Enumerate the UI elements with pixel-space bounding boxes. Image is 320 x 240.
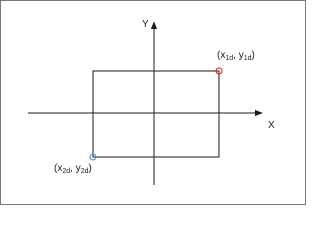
corner-bottom-left-y-symbol: y	[75, 163, 81, 174]
corner-bottom-left-x-symbol: x	[57, 163, 63, 174]
corner-top-right-y-symbol: y	[238, 50, 244, 61]
corner-bottom-left-x-subscript: 2d	[62, 168, 71, 175]
outer-frame	[1, 1, 306, 205]
corner-top-right-x-subscript: 1d	[225, 55, 234, 62]
corner-top-right-label: ($x_{1d}$, $y_{1d}$)	[217, 50, 255, 62]
corner-top-right-x-symbol: x	[220, 50, 226, 61]
x-axis-label: X	[268, 120, 275, 131]
bounding-rectangle	[93, 71, 219, 157]
corner-bottom-left-label: ($x_{2d}$, $y_{2d}$)	[54, 163, 92, 175]
y-axis-label: Y	[142, 19, 149, 30]
corner-top-right-y-subscript: 1d	[243, 55, 252, 62]
corner-bottom-left-y-subscript: 2d	[80, 168, 89, 175]
